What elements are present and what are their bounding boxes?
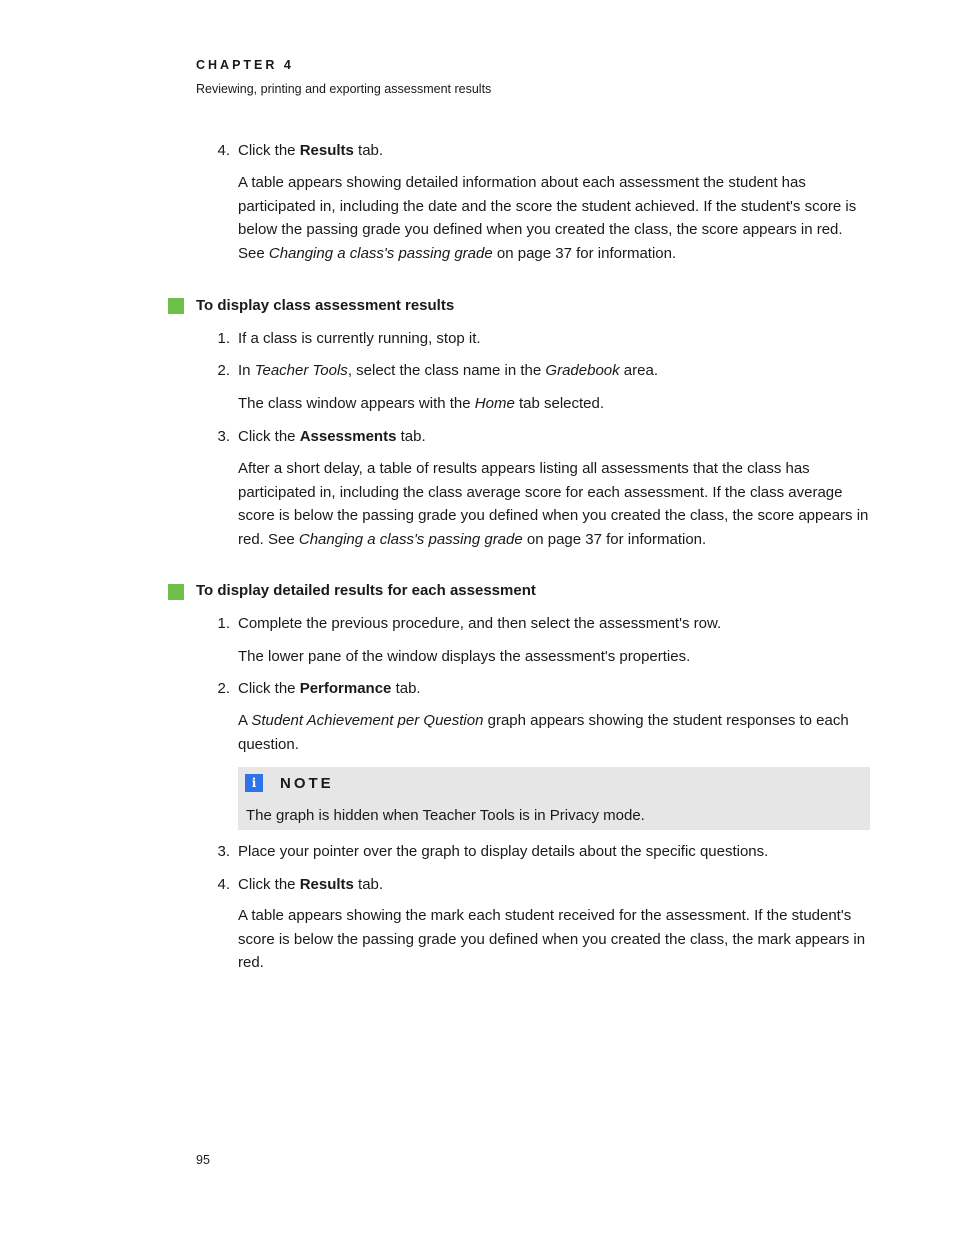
section-heading-detailed-results: To display detailed results for each assessment [196,582,536,599]
step-select-class-name: 2. In Teacher Tools, select the class name in the Gradebook area. [217,362,658,379]
note-text: The graph is hidden when Teacher Tools is in Privacy mode. [246,807,645,824]
page-number: 95 [196,1153,210,1167]
section-heading-class-results: To display class assessment results [196,297,455,314]
step-hover-graph: 3. Place your pointer over the graph to display details about the specific questions. [217,843,769,860]
step-stop-class: 1. If a class is currently running, stop it. [217,330,481,347]
results-table-description: A table appears showing detailed information about each assessment the student has participated in, including the date and the score the student achieved. If the student's score is below the passing grade you defined when you created the class, the score appears in red. See Changing a class's passing grade on page 37 for information. [238,174,857,262]
assessments-table-description: After a short delay, a table of results appears listing all assessments that the class has participated in, including the class average score for each assessment. If the class average score is below the passing grade you defined when you created the class, the score appears in red. See Changing a class's passing grade on page 37 for information. [238,460,869,548]
step-click-results-tab: 4. Click the Results tab. [238,141,383,161]
chapter-subtitle: Reviewing, printing and exporting assessment results [196,82,492,96]
cross-reference-link: Changing a class's passing grade [298,530,523,548]
step-click-results-tab-2: 4. Click the Results tab. [217,876,384,893]
note-title: NOTE [280,775,334,792]
class-window-note: The class window appears with the Home tab selected. [238,395,605,412]
section-marker-icon [168,298,184,314]
note-box [238,767,870,830]
info-icon: i [245,774,263,792]
chapter-label: CHAPTER 4 [196,58,294,72]
step-number: 4. [217,142,230,159]
performance-graph-description: A Student Achievement per Question graph appears showing the student responses to each question. [238,712,849,753]
step-click-assessments-tab: 3. Click the Assessments tab. [217,428,426,445]
lower-pane-note: The lower pane of the window displays the assessment's properties. [238,648,691,665]
marks-table-description: A table appears showing the mark each student received for the assessment. If the student's score is below the passing grade you defined when you created the class, the mark appears in red. [238,907,866,971]
step-click-performance-tab: 2. Click the Performance tab. [217,680,421,697]
step-select-assessment-row: 1. Complete the previous procedure, and then select the assessment's row. [217,615,722,632]
cross-reference-link: Changing a class's passing grade [268,244,493,262]
results-tab-label: Results [299,142,354,159]
section-marker-icon [168,584,184,600]
